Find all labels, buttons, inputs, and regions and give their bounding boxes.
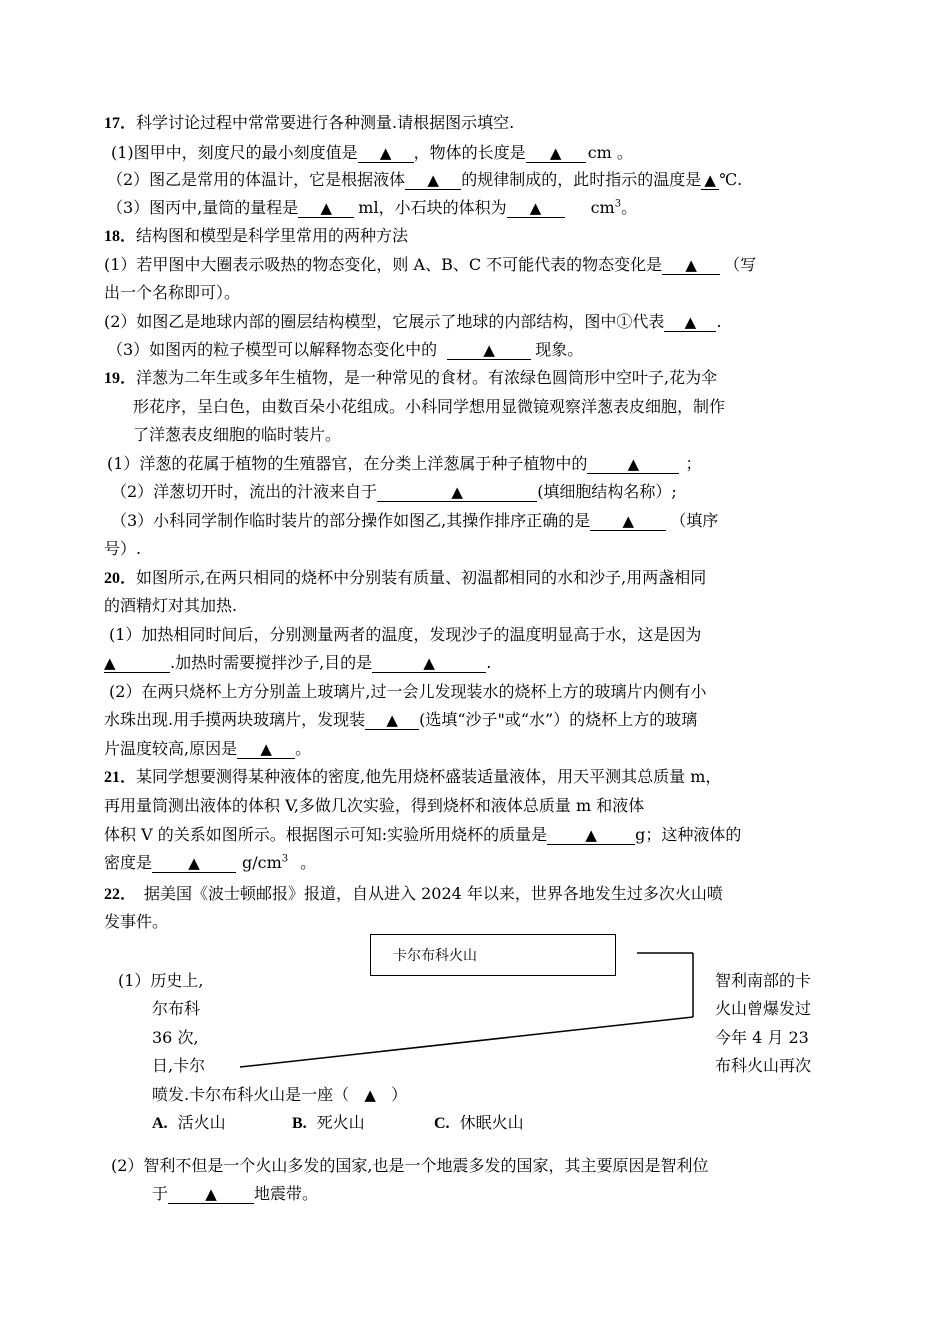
q20-stem-text-2: 的酒精灯对其加热. [104,596,238,615]
q20-part2-text-d: 片温度较高,原因是 [104,739,238,758]
triangle-icon: ▲ [320,199,333,217]
triangle-icon: ▲ [622,512,635,530]
triangle-icon: ▲ [483,341,495,359]
q20-part1-text-a: (1）加热相同时间后，分别测量两者的温度，发现沙子的温度明显高于水，这是因为 [109,625,702,644]
q17-part2-text-c: ℃. [719,170,743,189]
q17-part3-superscript: 3 [614,198,622,210]
option-b-text: 死火山 [316,1113,365,1132]
q19-part3-text-b: （填序 [670,511,719,530]
option-a-text: 活火山 [177,1113,226,1132]
q17-part3-text-c: cm [590,198,615,217]
q22-part2-cont [152,1184,318,1204]
option-a-letter: A. [152,1115,168,1132]
q20-part2-text-b: 水珠出现.用手摸两块玻璃片，发现装 [104,710,366,729]
q22-part1-text-a: 喷发.卡尔布科火山是一座（ [152,1085,350,1104]
option-a[interactable] [152,1113,292,1134]
q22-stem-text-1: 据美国《波士顿邮报》报道，自从进入 2024 年以来，世界各地发生过多次火山喷 [144,884,723,903]
triangle-icon: ▲ [627,455,640,473]
q21-stem-text-4a: 密度是 [104,853,153,872]
q17-part1-text-c: cm 。 [587,143,633,162]
q22-part2-text-b: 于 [152,1184,169,1203]
q20-part1-text-b: .加热时需要搅拌沙子,目的是 [170,653,373,672]
q17-part2-text-b: 的规律制成的，此时指示的温度是 [461,170,702,189]
triangle-icon: ▲ [585,826,597,844]
q18-part2-text-b: . [716,312,722,331]
q17-part2-text-a: （2）图乙是常用的体温计，它是根据液体 [107,170,406,189]
q18-part2-text-a: (2）如图乙是地球内部的圈层结构模型，它展示了地球的内部结构，图中①代表 [104,312,665,331]
option-b-letter: B. [292,1115,307,1132]
q17-stem-text: 科学讨论过程中常常要进行各种测量.请根据图示填空. [136,113,515,132]
answer-blank[interactable] [349,1085,391,1105]
triangle-icon: ▲ [364,1086,376,1104]
triangle-icon: ▲ [260,740,272,758]
triangle-icon: ▲ [529,199,542,217]
q20-part2-text-c: (选填“沙子"或“水”）的烧杯上方的玻璃 [419,710,698,729]
q20-part2-text-e: 。 [295,739,312,758]
q22-number: 22． [104,886,137,903]
triangle-icon: ▲ [704,171,716,189]
triangle-icon: ▲ [379,144,392,162]
triangle-icon: ▲ [423,654,435,672]
q21-number: 21． [104,769,137,786]
q19-part3-text-c: 号）. [104,539,142,558]
q18-stem-text: 结构图和模型是科学里常用的两种方法 [136,226,409,245]
triangle-icon: ▲ [427,171,439,189]
q22-part2-text-c: 地震带。 [254,1184,319,1203]
q21-stem-text-3a: 体积 V 的关系如图所示。根据图示可知:实验所用烧杯的质量是 [104,825,548,844]
q22-options [152,1113,524,1134]
q19-stem-text-2: 形花序，呈白色，由数百朵小花组成。小科同学想用显微镜观察洋葱表皮细胞，制作 [133,397,726,416]
q20-stem-text-1: 如图所示,在两只相同的烧杯中分别装有质量、初温都相同的水和沙子,用两盏相同 [136,568,707,587]
q21-stem-text-1: 某同学想要测得某种液体的密度,他先用烧杯盛装适量液体，用天平测其总质量 m， [136,767,722,786]
q21-stem-text-4c: 。 [300,853,317,872]
option-c[interactable] [434,1113,524,1134]
q19-stem-text-3: 了洋葱表皮细胞的临时装片。 [133,425,342,444]
connector-line-diagonal [240,1017,693,1067]
q22-part1-end [152,1085,407,1105]
q22-right-3: 今年 4 月 23 [715,1028,809,1047]
q20-part2-text-a: (2）在两只烧杯上方分别盖上玻璃片,过一会儿发现装水的烧杯上方的玻璃片内侧有小 [109,682,707,701]
q22-left-3: 36 次, [152,1028,199,1047]
q22-right-4: 布科火山再次 [715,1056,812,1075]
q19-part1-text-b: ； [685,454,702,473]
q22-part2-text-a: (2）智利不但是一个火山多发的国家,也是一个地震多发的国家，其主要原因是智利位 [111,1156,709,1175]
q19-part3-text-a: （3）小科同学制作临时装片的部分操作如图乙,其操作排序正确的是 [111,511,591,530]
q18-part1-text-a: (1）若甲图中大圈表示吸热的物态变化，则 A、B、C 不可能代表的物态变化是 [104,255,663,274]
q17-part3-text-a: （3）图丙中,量筒的量程是 [107,198,299,217]
q17-part3-text-b: ml，小石块的体积为 [358,198,507,217]
answer-blank[interactable] [168,1185,254,1204]
q21-stem-text-4b: g/cm [242,853,282,872]
q22-part2 [111,1156,709,1176]
q19-part2-text-b: (填细胞结构名称）; [537,482,677,501]
triangle-icon: ▲ [188,854,200,872]
q22-stem-text-2: 发事件。 [104,912,169,931]
q22-right-1: 智利南部的卡 [715,971,812,990]
q19-stem-text-1: 洋葱为二年生或多年生植物，是一种常见的食材。有浓绿色圆筒形中空叶子,花为伞 [136,368,718,387]
option-b[interactable] [292,1113,434,1134]
q18-number: 18． [104,228,137,245]
q17-part3-text-d: 。 [621,198,638,217]
q21-stem-text-2: 再用量筒测出液体的体积 V,多做几次实验，得到烧杯和液体总质量 m 和液体 [104,796,645,815]
q19-part1-text-a: (1）洋葱的花属于植物的生殖器官，在分类上洋葱属于种子植物中的 [107,454,588,473]
option-c-letter: C. [434,1115,450,1132]
q19-part2-text-a: （2）洋葱切开时，流出的汁液来自于 [111,482,378,501]
triangle-icon: ▲ [684,313,697,331]
volcano-label: 卡尔布科火山 [393,948,477,964]
q22-left-4: 日,卡尔 [152,1056,206,1075]
q17-number: 17． [104,115,137,132]
triangle-icon: ▲ [104,654,116,672]
q22-part1-text-b: ） [391,1085,408,1104]
q18-part3-text-a: （3）如图丙的粒子模型可以解释物态变化中的 [107,340,438,359]
triangle-icon: ▲ [451,483,463,501]
triangle-icon: ▲ [386,711,398,729]
q22-right-2: 火山曾爆发过 [715,999,812,1018]
q22-left-2: 尔布科 [152,999,201,1018]
q17-part1-text-b: ，物体的长度是 [413,143,526,162]
q21-superscript: 3 [281,853,289,865]
triangle-icon: ▲ [205,1185,217,1203]
q18-part3-text-b: 现象。 [535,340,584,359]
option-c-text: 休眠火山 [459,1113,524,1132]
q19-number: 19． [104,370,137,387]
q22-left-1: (1）历史上, [118,971,204,990]
triangle-icon: ▲ [685,256,697,274]
q18-part1-text-c: 出一个名称即可）。 [104,283,241,302]
triangle-icon: ▲ [549,144,562,162]
q18-part1-text-b: （写 [724,255,757,274]
q20-part1-text-c: . [486,653,492,672]
q17-part1-text-a: (1)图甲中，刻度尺的最小刻度值是 [111,143,358,162]
q20-number: 20． [104,570,137,587]
q21-stem-text-3b: g；这种液体的 [635,825,742,844]
